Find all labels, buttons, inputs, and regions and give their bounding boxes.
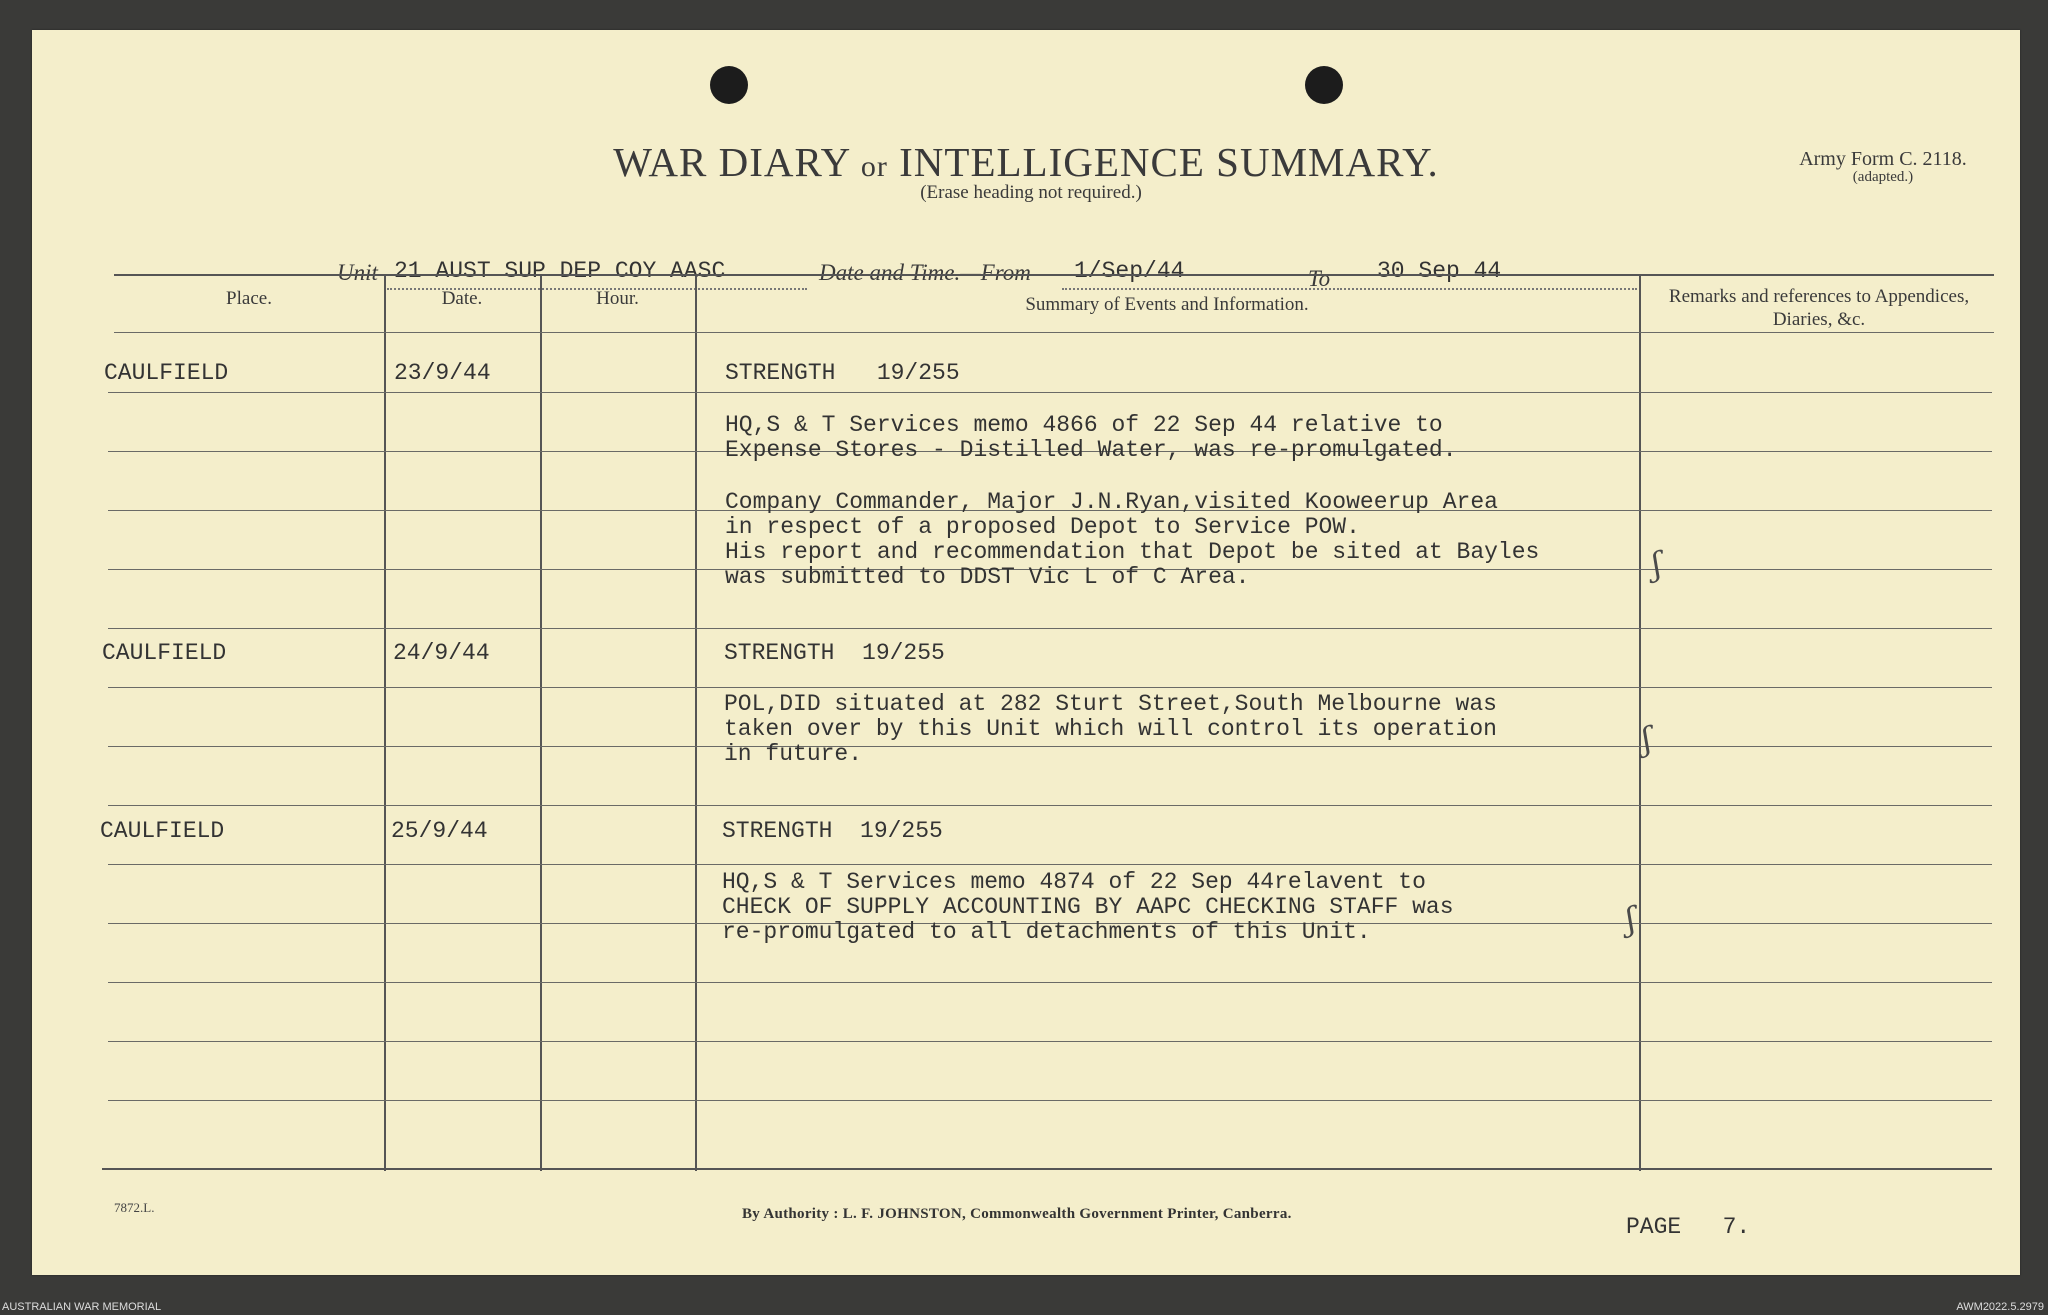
ruled-line-11 [108,982,1992,983]
title-part2: INTELLIGENCE SUMMARY. [899,139,1439,185]
entry-3-line-1: STRENGTH 19/255 [722,818,943,844]
to-label: To [1308,266,1331,291]
remark-initial-mark-1: ʃ [1648,544,1665,584]
divider-place-date [384,274,386,1171]
divider-hour-summary [695,274,697,1171]
entry-3-place: CAULFIELD [100,818,225,844]
date-to-dotted-line [1337,288,1637,290]
date-from-value: 1/Sep/44 [1074,258,1185,284]
army-form-number: Army Form C. 2118. [1799,148,1967,170]
entry-1-line-7: was submitted to DDST Vic L of C Area. [725,564,1250,590]
column-header-date: Date. [441,288,483,309]
punch-hole-right [1305,66,1343,104]
ruled-line-7 [108,746,1992,747]
title-or: or [860,150,888,183]
entry-1-line-4: Company Commander, Major J.N.Ryan,visited Kooweerup Area [725,489,1498,515]
ruled-line-5 [108,628,1992,629]
archive-reference: AWM2022.5.2979 [1956,1301,2044,1313]
army-form-note: (adapted.) [1852,169,1914,185]
date-from-dotted-line [1062,288,1342,290]
ruled-line-12 [108,1041,1992,1042]
printer-authority: By Authority : L. F. JOHNSTON, Commonwealth Government Printer, Canberra. [742,1206,1292,1222]
entry-3-line-3: CHECK OF SUPPLY ACCOUNTING BY AAPC CHECKING STAFF was [722,894,1454,920]
entry-2-date: 24/9/44 [393,640,490,666]
ruled-line-6 [108,687,1992,688]
entry-2-line-1: STRENGTH 19/255 [724,640,945,666]
remark-initial-mark-2: ʃ [1638,719,1655,759]
ruled-line-13 [108,1100,1992,1101]
punch-hole-left [710,66,748,104]
entry-1-line-3: Expense Stores - Distilled Water, was re-promulgated. [725,437,1457,463]
entry-1-line-1: STRENGTH 19/255 [725,360,960,386]
column-header-place: Place. [226,288,272,309]
entry-3-date: 25/9/44 [391,818,488,844]
form-code: 7872.L. [114,1200,155,1215]
army-form-label [1758,148,2008,186]
erase-note: (Erase heading not required.) [920,182,1142,203]
entry-2-line-3: taken over by this Unit which will control its operation [724,716,1497,742]
entry-3-line-4: re-promulgated to all detachments of this Unit. [722,919,1371,945]
entry-2-line-4: in future. [724,741,863,767]
divider-date-hour [540,274,542,1171]
column-header-hour: Hour. [596,288,639,309]
ruled-line-9 [108,864,1992,865]
entry-2-line-2: POL,DID situated at 282 Sturt Street,South Melbourne was [724,691,1497,717]
remark-initial-mark-3: ʃ [1622,899,1639,939]
ruled-line-8 [108,805,1992,806]
table-bottom-rule [102,1168,1992,1170]
entry-1-line-2: HQ,S & T Services memo 4866 of 22 Sep 44 relative to [725,412,1443,438]
date-label: Date and Time.—From [819,260,1031,285]
column-header-summary: Summary of Events and Information. [1025,294,1309,315]
entry-1-line-6: His report and recommendation that Depot be sited at Bayles [725,539,1540,565]
diary-sheet [32,30,2020,1275]
column-header-remarks: Remarks and references to Appendices, Diaries, &c. [1668,286,1970,330]
title-part1: WAR DIARY [613,139,850,185]
entry-3-line-2: HQ,S & T Services memo 4874 of 22 Sep 44relavent to [722,869,1426,895]
entry-1-date: 23/9/44 [394,360,491,386]
archive-credit: AUSTRALIAN WAR MEMORIAL [2,1301,162,1313]
entry-2-place: CAULFIELD [102,640,227,666]
entry-1-line-5: in respect of a proposed Depot to Service POW. [725,514,1360,540]
entry-1-place: CAULFIELD [104,360,229,386]
form-title [32,138,2020,186]
unit-label: Unit [337,260,378,285]
table-top-rule [114,274,1994,276]
page-number: PAGE 7. [1626,1214,1751,1240]
unit-value: 21 AUST SUP DEP COY AASC [394,258,726,284]
date-to-value: 30 Sep 44 [1377,258,1502,284]
header-rule [114,332,1994,333]
ruled-line-1 [108,392,1992,393]
